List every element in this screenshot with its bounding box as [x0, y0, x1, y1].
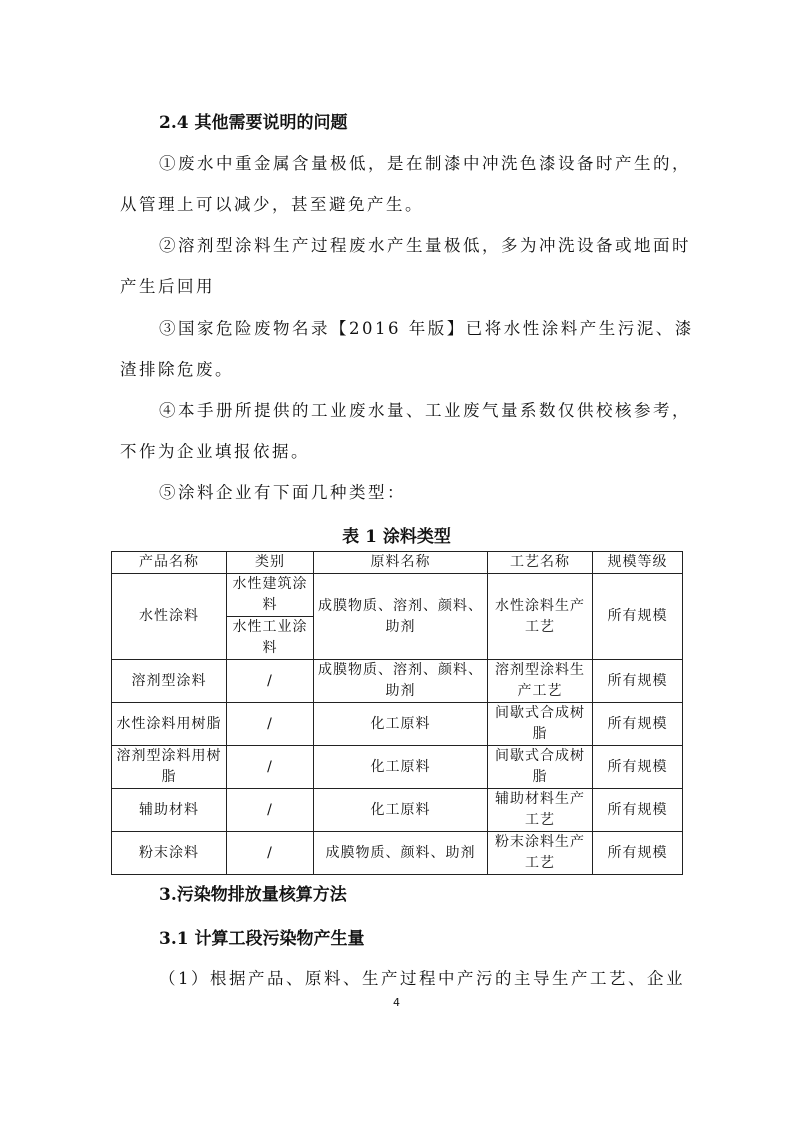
cell-product: 水性涂料用树脂: [112, 703, 227, 746]
cell-product: 溶剂型涂料: [112, 660, 227, 703]
cell-material: 化工原料: [314, 746, 488, 789]
table-row: [112, 832, 683, 875]
paragraph-item-1-line-2: 从管理上可以减少，甚至避免产生。: [120, 195, 424, 214]
cell-scale: 所有规模: [593, 574, 683, 660]
cell-product: 溶剂型涂料用树脂: [112, 746, 227, 789]
cell-scale: 所有规模: [593, 789, 683, 832]
paragraph-3-1: （1）根据产品、原料、生产过程中产污的主导生产工艺、企业: [159, 969, 685, 988]
cell-scale: 所有规模: [593, 746, 683, 789]
cell-category: /: [227, 703, 314, 746]
page-number: 4: [393, 996, 400, 1009]
cell-material: 化工原料: [314, 703, 488, 746]
cell-category: /: [227, 832, 314, 875]
cell-scale: 所有规模: [593, 703, 683, 746]
cell-process: 水性涂料生产工艺: [488, 574, 593, 660]
cell-category: /: [227, 789, 314, 832]
cell-material: 成膜物质、溶剂、颜料、助剂: [314, 660, 488, 703]
cell-scale: 所有规模: [593, 660, 683, 703]
paragraph-item-3-line-1: ③国家危险废物名录【2016 年版】已将水性涂料产生污泥、漆: [159, 319, 694, 338]
column-header-scale: 规模等级: [593, 552, 683, 574]
section-heading-3-1: 3.1 计算工段污染物产生量: [159, 929, 365, 949]
table-row: [112, 789, 683, 832]
cell-scale: 所有规模: [593, 832, 683, 875]
coating-types-table: [111, 551, 683, 875]
table-row: [112, 703, 683, 746]
paragraph-item-4-line-1: ④本手册所提供的工业废水量、工业废气量系数仅供校核参考，: [159, 401, 691, 420]
column-header-product: 产品名称: [112, 552, 227, 574]
table-header-row: [112, 552, 683, 574]
cell-product: 辅助材料: [112, 789, 227, 832]
cell-category: /: [227, 746, 314, 789]
paragraph-item-5: ⑤涂料企业有下面几种类型：: [159, 483, 406, 502]
cell-category: /: [227, 660, 314, 703]
paragraph-item-4-line-2: 不作为企业填报依据。: [120, 442, 310, 461]
section-heading-2-4: 2.4 其他需要说明的问题: [159, 113, 348, 133]
table-row: [112, 660, 683, 703]
column-header-category: 类别: [227, 552, 314, 574]
cell-product: 水性涂料: [112, 574, 227, 660]
cell-material: 化工原料: [314, 789, 488, 832]
cell-product: 粉末涂料: [112, 832, 227, 875]
cell-material: 成膜物质、溶剂、颜料、助剂: [314, 574, 488, 660]
cell-category: 水性工业涂料: [227, 617, 314, 660]
cell-category: 水性建筑涂料: [227, 574, 314, 617]
cell-process: 粉末涂料生产工艺: [488, 832, 593, 875]
column-header-material: 原料名称: [314, 552, 488, 574]
table-row: [112, 574, 683, 617]
cell-process: 间歇式合成树脂: [488, 746, 593, 789]
column-header-process: 工艺名称: [488, 552, 593, 574]
cell-process: 间歇式合成树脂: [488, 703, 593, 746]
cell-material: 成膜物质、颜料、助剂: [314, 832, 488, 875]
paragraph-item-1-line-1: ①废水中重金属含量极低，是在制漆中冲洗色漆设备时产生的，: [159, 154, 691, 173]
table-caption: 表 1 涂料类型: [342, 527, 451, 547]
section-heading-3: 3.污染物排放量核算方法: [159, 885, 347, 905]
cell-process: 辅助材料生产工艺: [488, 789, 593, 832]
cell-process: 溶剂型涂料生产工艺: [488, 660, 593, 703]
paragraph-item-3-line-2: 渣排除危废。: [120, 360, 234, 379]
paragraph-item-2-line-1: ②溶剂型涂料生产过程废水产生量极低，多为冲洗设备或地面时: [159, 236, 691, 255]
table-row: [112, 746, 683, 789]
paragraph-item-2-line-2: 产生后回用: [120, 277, 215, 296]
